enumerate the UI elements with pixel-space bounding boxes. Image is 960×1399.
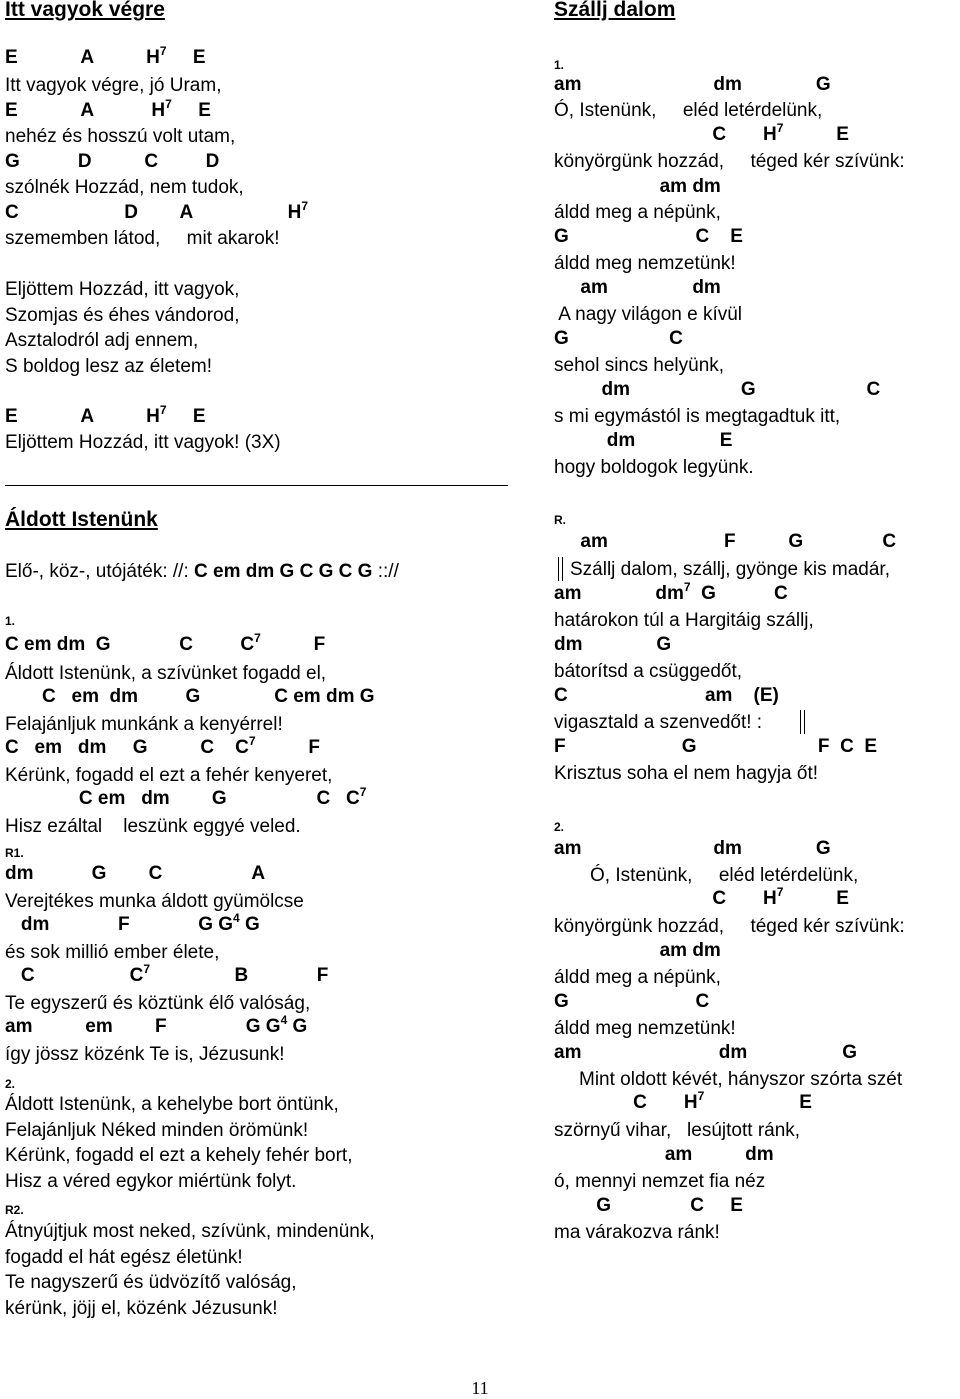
song-title-itt-vagyok-vegre: Itt vagyok végre [5,0,165,21]
lyric-line: vigasztald a szenvedőt! : [554,712,763,733]
lyric-line: S boldog lesz az életem! [5,356,213,377]
song-title-szallj-dalom: Szállj dalom [554,0,676,21]
refrain-label: R1. [5,846,24,860]
lyric-line: Ó, Istenünk, eléd letérdelünk, [554,100,823,121]
chord-line: E A $H^7$ E [5,97,211,121]
lyric-line: Krisztus soha el nem hagyja őt! [554,763,819,784]
lyric-line: könyörgünk hozzád, téged kér szívünk: [554,151,905,172]
lyric-line: Hisz ezáltal leszünk eggyé veled. [5,816,301,837]
lyric-line: áldd meg nemzetünk! [554,1018,736,1039]
song-title-aldott-istenunk: Áldott Istenünk [5,508,158,531]
chord-line: G C [554,991,710,1012]
chord-line: C em dm G C $C^7$ F [5,631,326,655]
chord-line: am dm G [554,1042,858,1063]
chord-line: C em dm G C $C^7$ F [5,734,320,758]
chord-line: am $dm^7$ G C [554,580,788,604]
repeat-end-bars [800,710,806,734]
lyric-line: áldd meg nemzetünk! [554,253,736,274]
chord-line: E A $H^7$ E [5,44,206,68]
lyric-line: Szállj dalom, szállj, gyönge kis madár, [570,559,890,580]
lyric-line: Eljöttem Hozzád, itt vagyok, [5,279,240,300]
lyric-line: szörnyű vihar, lesújtott ránk, [554,1120,801,1141]
lyric-line: és sok millió ember élete, [5,942,220,963]
chord-line: C $C^7$ B F [5,962,329,986]
lyric-line: s mi egymástól is megtagadtuk itt, [554,406,841,427]
chord-line: am dm G [554,838,831,859]
chord-line: G C E [554,226,743,247]
lyric-line: fogadd el hát egész életünk! [5,1247,243,1268]
refrain-label: R2. [5,1203,24,1217]
verse-label: 2. [554,820,565,834]
chord-line: dm G [554,634,672,655]
lyric-line: szememben látod, mit akarok! [5,228,280,249]
chord-line: C am (E) [554,685,779,706]
chord-line: C $H^7$ E [554,885,849,909]
lyric-line: hogy boldogok legyünk. [554,457,754,478]
intro-chords: C em dm G C G C G [194,561,373,582]
chord-line: C D A $H^7$ [5,199,308,223]
chord-line: am dm [554,940,721,961]
intro-end: ::// [377,561,399,582]
lyric-line: Eljöttem Hozzád, itt vagyok! (3X) [5,432,281,453]
intro-line [5,561,399,583]
chord-line: C $H^7$ E [554,121,849,145]
chord-line: C em dm G C em dm G [5,686,375,707]
chord-line: dm F G $G^4$ G [5,911,260,935]
refrain-label: R. [554,513,566,527]
chord-line: am dm [554,277,721,298]
lyric-line: nehéz és hosszú volt utam, [5,126,236,147]
lyric-line: Felajánljuk munkánk a kenyérrel! [5,714,283,735]
chord-line: dm G C [554,379,881,400]
chord-line: am dm [554,1144,774,1165]
lyric-line: Átnyújtjuk most neked, szívünk, mindenünk, [5,1221,375,1242]
lyric-line: Kérünk, fogadd el ezt a fehér kenyeret, [5,765,333,786]
lyric-line: Felajánljuk Néked minden örömünk! [5,1120,309,1141]
chord-line: dm G C A [5,863,266,884]
intro-text: Elő-, köz-, utójáték: //: [5,561,189,582]
chord-line: am F G C [554,531,897,552]
lyric-line: szólnék Hozzád, nem tudok, [5,177,244,198]
lyric-line: Hisz a véred egykor miértünk folyt. [5,1171,297,1192]
lyric-line: Itt vagyok végre, jó Uram, [5,75,222,96]
lyric-line: így jössz közénk Te is, Jézusunk! [5,1044,285,1065]
repeat-start-bars [558,557,564,581]
lyric-line: Te nagyszerű és üdvözítő valóság, [5,1272,297,1293]
lyric-line: könyörgünk hozzád, téged kér szívünk: [554,916,905,937]
lyric-line: Áldott Istenünk, a kehelybe bort öntünk, [5,1094,339,1115]
chord-line: am dm [554,176,721,197]
verse-label: 1. [5,614,16,628]
chord-line: G C [554,328,683,349]
lyric-line: Kérünk, fogadd el ezt a kehely fehér bort, [5,1145,353,1166]
lyric-line: Ó, Istenünk, eléd letérdelünk, [590,865,859,886]
lyric-line: áldd meg a népünk, [554,202,721,223]
lyric-line: áldd meg a népünk, [554,967,721,988]
lyric-line: Asztalodról adj ennem, [5,330,199,351]
lyric-line: kérünk, jöjj el, közénk Jézusunk! [5,1298,278,1319]
lyric-line: Szomjas és éhes vándorod, [5,305,240,326]
page-number: 11 [471,1378,489,1398]
lyric-line: határokon túl a Hargitáig szállj, [554,610,814,631]
lyric-line: bátorítsd a csüggedőt, [554,661,743,682]
chord-line: G C E [554,1195,743,1216]
chord-line: dm E [554,430,733,451]
lyric-line: ma várakozva ránk! [554,1222,720,1243]
lyric-line: Mint oldott kévét, hányszor szórta szét [579,1069,903,1090]
lyric-line: ó, mennyi nemzet fia néz [554,1171,766,1192]
chord-line: am dm G [554,74,831,95]
chord-line: C $H^7$ E [554,1089,812,1113]
lyric-line: A nagy világon e kívül [554,304,748,325]
lyric-line: Te egyszerű és köztünk élő valóság, [5,993,311,1014]
chord-line: am em F G $G^4$ G [5,1013,308,1037]
chord-line: F G F C E [554,736,878,757]
section-divider [5,485,508,486]
verse-label: 1. [554,58,565,72]
chord-line: G D C D [5,151,220,172]
lyric-line: Áldott Istenünk, a szívünket fogadd el, [5,663,327,684]
chord-line: C em dm G C $C^7$ [5,785,367,809]
chord-line: E A $H^7$ E [5,403,206,427]
verse-label: 2. [5,1077,16,1091]
lyric-line: sehol sincs helyünk, [554,355,725,376]
lyric-line: Verejtékes munka áldott gyümölcse [5,891,304,912]
